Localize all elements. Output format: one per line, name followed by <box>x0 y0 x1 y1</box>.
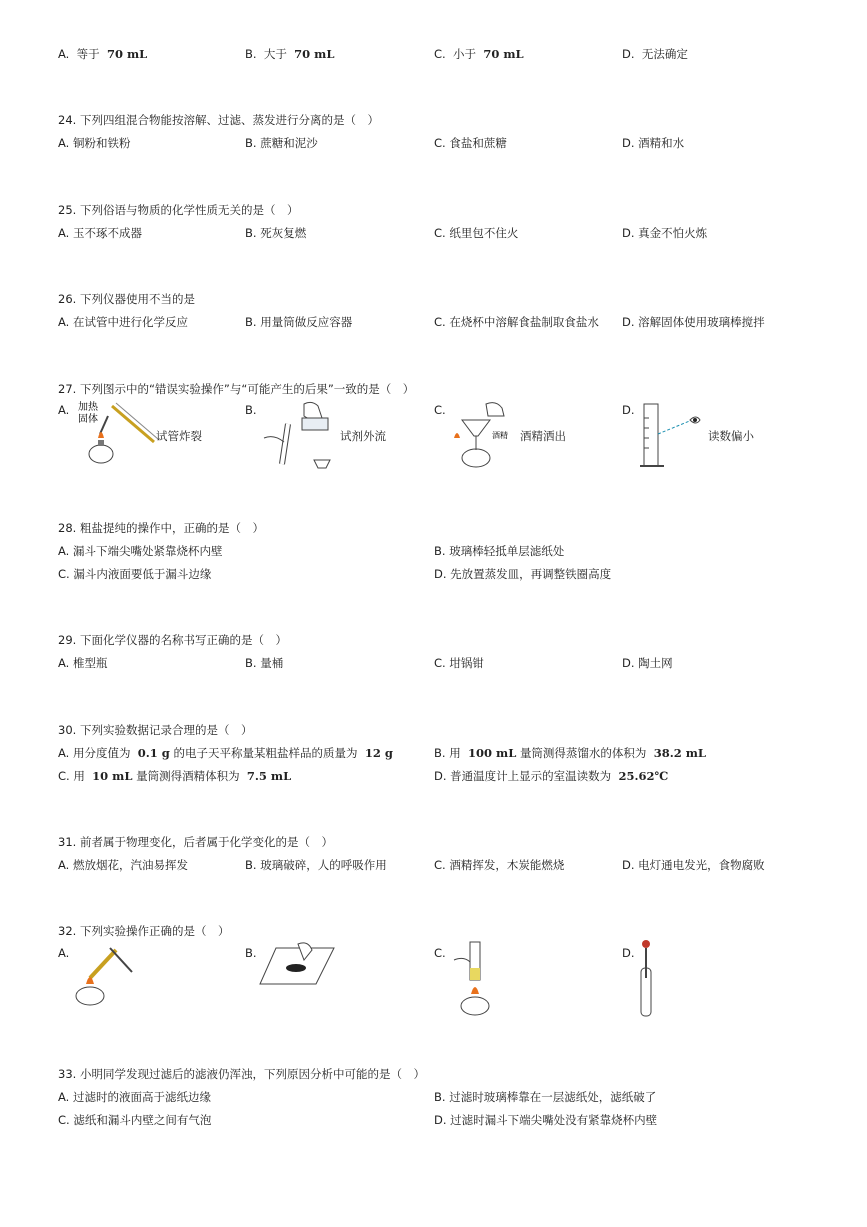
q27-a-alcohol-lamp <box>89 445 113 463</box>
q25-option-c[interactable]: C. 纸里包不住火 <box>434 226 519 240</box>
q27-c-flame <box>454 433 460 438</box>
q23-option-d[interactable]: D. 无法确定 <box>622 47 688 61</box>
q27-b-left-hand <box>264 437 284 442</box>
q31-option-a[interactable]: A. 燃放烟花，汽油易挥发 <box>58 858 188 872</box>
q32-a-tube-holder <box>110 948 132 972</box>
q27-option-c-letter[interactable]: C. <box>434 403 446 417</box>
q32-option-b-letter[interactable]: B. <box>245 946 257 960</box>
q32-c-heating-liquid-figure <box>450 938 510 1020</box>
q27-a-inner-label2: 固体 <box>78 414 98 425</box>
q27-c-inner-label: 酒精 <box>492 431 508 440</box>
q27-a-test-tube <box>112 406 154 442</box>
q31-option-c[interactable]: C. 酒精挥发，木炭能燃烧 <box>434 858 565 872</box>
q27-a-label: 试管炸裂 <box>156 429 202 443</box>
q27-stem: 27. 下列图示中的“错误实验操作”与“可能产生的后果”一致的是（ ） <box>58 382 415 396</box>
q27-b-reagent-bottle <box>302 418 328 430</box>
q23-option-b[interactable]: B. 大于 70 mL <box>245 47 335 61</box>
q27-c-funnel <box>462 420 490 436</box>
q25-option-d[interactable]: D. 真金不怕火炼 <box>622 226 708 240</box>
q29-option-a[interactable]: A. 椎型瓶 <box>58 656 108 670</box>
q24-option-c[interactable]: C. 食盐和蔗糖 <box>434 136 507 150</box>
q27-b-label: 试剂外流 <box>340 429 386 443</box>
q27-option-b-letter[interactable]: B. <box>245 403 257 417</box>
q29-option-d[interactable]: D. 陶土网 <box>622 656 673 670</box>
q33-option-a[interactable]: A. 过滤时的液面高于滤纸边缘 <box>58 1090 211 1104</box>
q33-option-d[interactable]: D. 过滤时漏斗下端尖嘴处没有紧靠烧杯内壁 <box>434 1113 658 1127</box>
q31-option-b[interactable]: B. 玻璃破碎，人的呼吸作用 <box>245 858 387 872</box>
q27-b-stopper <box>314 460 330 468</box>
q33-option-b[interactable]: B. 过滤时玻璃棒靠在一层滤纸处，滤纸破了 <box>434 1090 657 1104</box>
q27-a-inner-label1: 加热 <box>78 402 98 413</box>
q32-c-hand <box>454 958 470 962</box>
q33-option-c[interactable]: C. 滤纸和漏斗内壁之间有气泡 <box>58 1113 212 1127</box>
q32-a-heating-tube-figure <box>70 938 140 1010</box>
q25-stem: 25. 下列俗语与物质的化学性质无关的是（ ） <box>58 203 299 217</box>
q31-stem: 31. 前者属于物理变化，后者属于化学变化的是（ ） <box>58 835 333 849</box>
q24-option-d[interactable]: D. 酒精和水 <box>622 136 685 150</box>
q32-c-flame <box>471 987 479 994</box>
q32-b-weighing-paper-figure <box>258 938 338 988</box>
q27-d-cylinder-reading-figure <box>636 398 716 473</box>
q32-stem: 32. 下列实验操作正确的是（ ） <box>58 924 230 938</box>
q27-c-hand <box>486 403 504 416</box>
q28-stem: 28. 粗盐提纯的操作中，正确的是（ ） <box>58 521 264 535</box>
q24-option-b[interactable]: B. 蔗糖和泥沙 <box>245 136 318 150</box>
q32-d-dropper-bulb <box>642 940 650 948</box>
q26-option-a[interactable]: A. 在试管中进行化学反应 <box>58 315 188 329</box>
q31-option-d[interactable]: D. 电灯通电发光，食物腐败 <box>622 858 765 872</box>
q27-option-d-letter[interactable]: D. <box>622 403 635 417</box>
q32-c-alcohol-lamp <box>461 997 489 1015</box>
q29-option-c[interactable]: C. 坩锅钳 <box>434 656 484 670</box>
q25-option-b[interactable]: B. 死灰复燃 <box>245 226 307 240</box>
q27-a-flame <box>98 432 104 438</box>
q32-option-d-letter[interactable]: D. <box>622 946 635 960</box>
q28-option-d[interactable]: D. 先放置蒸发皿，再调整铁圈高度 <box>434 567 612 581</box>
q24-stem: 24. 下列四组混合物能按溶解、过滤、蒸发进行分离的是（ ） <box>58 113 379 127</box>
q27-c-alcohol-lamp <box>462 449 490 467</box>
q30-option-d[interactable]: D. 普通温度计上显示的室温读数为 25.62℃ <box>434 769 669 783</box>
q26-option-d[interactable]: D. 溶解固体使用玻璃棒搅拌 <box>622 315 765 329</box>
q27-b-pouring-figure <box>260 398 340 473</box>
q32-a-alcohol-lamp <box>76 987 104 1005</box>
q28-option-b[interactable]: B. 玻璃棒轻抵单层滤纸处 <box>434 544 565 558</box>
q30-option-b[interactable]: B. 用 100 mL 量筒测得蒸馏水的体积为 38.2 mL <box>434 746 707 760</box>
q29-stem: 29. 下面化学仪器的名称书写正确的是（ ） <box>58 633 287 647</box>
q29-option-b[interactable]: B. 量桶 <box>245 656 284 670</box>
q27-a-heating-solid-figure <box>70 398 170 473</box>
q24-option-a[interactable]: A. 铜粉和铁粉 <box>58 136 131 150</box>
q26-stem: 26. 下列仪器使用不当的是 <box>58 292 195 306</box>
q23-option-c[interactable]: C. 小于 70 mL <box>434 47 524 61</box>
q32-b-solid <box>286 964 306 972</box>
q27-d-sight-line <box>658 420 692 434</box>
q32-a-flame <box>86 977 94 984</box>
q30-stem: 30. 下列实验数据记录合理的是（ ） <box>58 723 253 737</box>
q27-option-a-letter[interactable]: A. <box>58 403 70 417</box>
q32-a-test-tube <box>90 950 116 978</box>
q27-b-hand <box>304 402 322 419</box>
q26-option-c[interactable]: C. 在烧杯中溶解食盐制取食盐水 <box>434 315 599 329</box>
q32-option-a-letter[interactable]: A. <box>58 946 70 960</box>
q33-stem: 33. 小明同学发现过滤后的滤液仍浑浊，下列原因分析中可能的是（ ） <box>58 1067 425 1081</box>
q23-option-a[interactable]: A. 等于 70 mL <box>58 47 148 61</box>
q27-c-label: 酒精洒出 <box>520 429 566 443</box>
q28-option-c[interactable]: C. 漏斗内液面要低于漏斗边缘 <box>58 567 212 581</box>
q26-option-b[interactable]: B. 用量筒做反应容器 <box>245 315 353 329</box>
q30-option-a[interactable]: A. 用分度值为 0.1 g 的电子天平称量某粗盐样品的质量为 12 g <box>58 746 393 760</box>
q32-d-dropper-figure <box>632 938 662 1020</box>
q30-option-c[interactable]: C. 用 10 mL 量筒测得酒精体积为 7.5 mL <box>58 769 292 783</box>
q25-option-a[interactable]: A. 玉不琢不成器 <box>58 226 142 240</box>
q32-option-c-letter[interactable]: C. <box>434 946 446 960</box>
q27-c-lamp-filling-figure <box>448 398 518 473</box>
q27-d-graduated-cylinder <box>644 404 658 466</box>
q27-d-label: 读数偏小 <box>708 429 754 443</box>
q28-option-a[interactable]: A. 漏斗下端尖嘴处紧靠烧杯内壁 <box>58 544 223 558</box>
